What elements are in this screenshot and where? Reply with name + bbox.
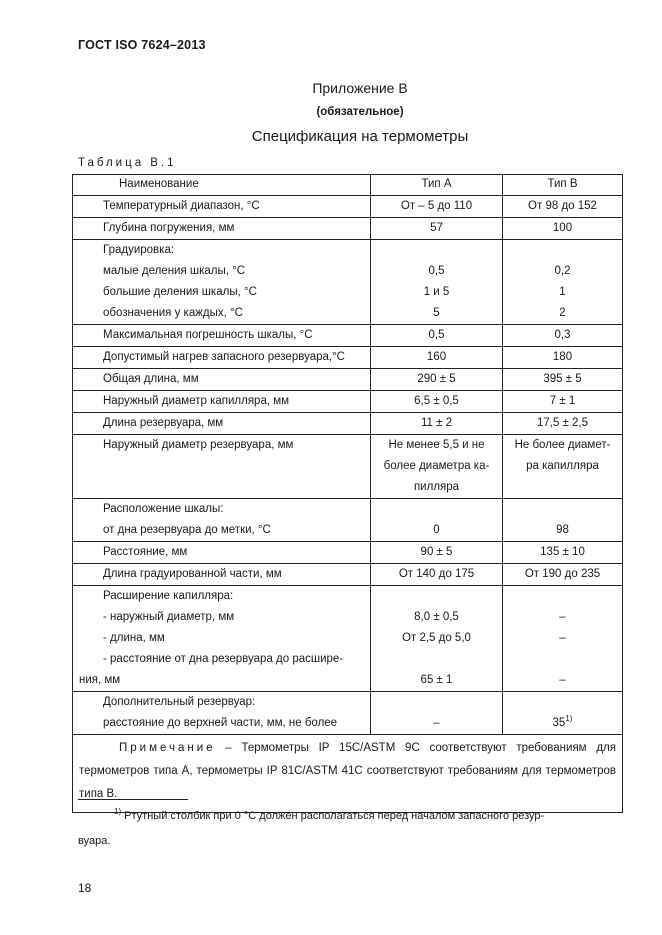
- param-line: Расширение капилляра:: [103, 590, 234, 602]
- param-cell: [73, 586, 371, 692]
- type-a-value: пилляра: [413, 481, 460, 493]
- param-cell: [73, 564, 371, 586]
- note-label: Примечание: [119, 742, 216, 754]
- type-a-value: 160: [426, 351, 447, 363]
- type-b-value: 180: [552, 351, 573, 363]
- param-line: Допустимый нагрев запасного резервуара,°С: [103, 351, 345, 363]
- type-a-cell: [371, 499, 503, 542]
- type-b-cell: [503, 391, 623, 413]
- param-cell: [73, 499, 371, 542]
- param-line: Дополнительный резервуар:: [103, 696, 256, 708]
- type-a-value: 90 ± 5: [420, 546, 453, 558]
- type-b-value: –: [559, 611, 566, 623]
- type-b-cell: [503, 435, 623, 499]
- type-b-value: 1: [559, 286, 566, 298]
- type-b-value: От 190 до 235: [524, 568, 601, 580]
- specification-table: [72, 174, 623, 813]
- type-a-cell: [371, 435, 503, 499]
- type-b-value: Не более диамет-: [514, 439, 611, 451]
- type-b-value: 395 ± 5: [543, 373, 582, 385]
- type-a-cell: [371, 347, 503, 369]
- document-header: ГОСТ ISO 7624–2013: [78, 38, 206, 52]
- table-row: [73, 542, 623, 564]
- table-row: [73, 413, 623, 435]
- type-a-value: 0: [433, 524, 440, 536]
- specification-table-container: [72, 174, 622, 813]
- type-a-value: 0,5: [428, 329, 445, 341]
- type-b-value: 0,3: [554, 329, 571, 341]
- appendix-subtitle: (обязательное): [316, 106, 404, 118]
- type-b-cell: [503, 564, 623, 586]
- type-a-cell: [371, 586, 503, 692]
- type-b-cell: [503, 499, 623, 542]
- type-b-value: ра капилляра: [526, 460, 599, 472]
- footnote: [78, 804, 608, 854]
- param-line: большие деления шкалы, °С: [103, 286, 257, 298]
- param-cell: [73, 325, 371, 347]
- type-b-value: 98: [556, 524, 569, 536]
- type-a-value: 0,5: [428, 265, 445, 277]
- type-a-value: более диаметра ка-: [383, 460, 490, 472]
- type-a-cell: [371, 692, 503, 735]
- param-cell: [73, 369, 371, 391]
- type-b-cell: [503, 240, 623, 325]
- type-b-cell: [503, 347, 623, 369]
- param-cell: [73, 347, 371, 369]
- table-row: [73, 499, 623, 542]
- type-a-value: 65 ± 1: [420, 674, 453, 686]
- type-b-value: 135 ± 10: [540, 546, 585, 558]
- type-a-value: От 2,5 до 5,0: [402, 632, 471, 644]
- type-a-value: 5: [433, 307, 440, 319]
- param-cell: [73, 196, 371, 218]
- type-b-value: –: [559, 632, 566, 644]
- table-row: [73, 692, 623, 735]
- type-a-value: 11 ± 2: [420, 417, 453, 429]
- type-b-value: 2: [559, 307, 566, 319]
- specification-title: Спецификация на термометры: [251, 128, 469, 145]
- type-b-value: 0,2: [554, 265, 571, 277]
- table-row: [73, 347, 623, 369]
- footnote-line-2: вуара.: [78, 835, 111, 847]
- table-row: [73, 435, 623, 499]
- param-line: - расстояние от дна резервуара до расшире-: [103, 653, 344, 665]
- param-line: Расстояние, мм: [103, 546, 188, 558]
- type-a-value: 57: [430, 222, 443, 234]
- note-text: – Термометры IP 15C/ASTM 9C соответствуют требованиям для термометров типа А, термометры IP 81C/ASTM 41C соответствуют требованиям для термометров типа В.: [79, 742, 616, 800]
- table-row: [73, 369, 623, 391]
- table-row: [73, 218, 623, 240]
- param-line: обозначения у каждых, °С: [103, 307, 243, 319]
- type-b-value: 7 ± 1: [549, 395, 576, 407]
- param-line: Температурный диапазон, °С: [103, 200, 260, 212]
- table-row: [73, 325, 623, 347]
- param-line: Расположение шкалы:: [103, 503, 224, 515]
- table-note: [73, 735, 623, 813]
- param-line: от дна резервуара до метки, °С: [103, 524, 271, 536]
- param-cell: [73, 542, 371, 564]
- appendix-title: Приложение В: [312, 80, 408, 96]
- header-type-b: Тип В: [503, 175, 623, 196]
- param-cell: [73, 240, 371, 325]
- param-line: малые деления шкалы, °С: [103, 265, 246, 277]
- table-row: [73, 586, 623, 692]
- param-line: - наружный диаметр, мм: [103, 611, 235, 623]
- type-a-cell: [371, 542, 503, 564]
- table-row: [73, 391, 623, 413]
- type-b-cell: [503, 413, 623, 435]
- header-type-a: Тип А: [371, 175, 503, 196]
- type-b-value: От 98 до 152: [528, 200, 597, 212]
- param-line: Наружный диаметр резервуара, мм: [103, 439, 294, 451]
- footnote-reference: 1): [565, 714, 573, 723]
- type-a-cell: [371, 196, 503, 218]
- param-line: Глубина погружения, мм: [103, 222, 235, 234]
- type-a-value: 8,0 ± 0,5: [414, 611, 459, 623]
- footnote-line-1: Ртутный столбик при 0 °С должен располагаться перед началом запасного резур-: [121, 810, 545, 822]
- param-cell: [73, 692, 371, 735]
- param-line: Максимальная погрешность шкалы, °С: [103, 329, 313, 341]
- param-line: - длина, мм: [103, 632, 165, 644]
- type-b-value: 35: [552, 717, 566, 729]
- footnote-marker: 1): [114, 807, 122, 816]
- type-a-value: От – 5 до 110: [400, 200, 473, 212]
- param-line: Длина резервуара, мм: [103, 417, 224, 429]
- param-cell: [73, 218, 371, 240]
- type-a-cell: [371, 325, 503, 347]
- table-row: [73, 196, 623, 218]
- param-line: Общая длина, мм: [103, 373, 199, 385]
- type-a-cell: [371, 240, 503, 325]
- type-a-cell: [371, 564, 503, 586]
- param-line: Наружный диаметр капилляра, мм: [103, 395, 290, 407]
- param-line: Градуировка:: [103, 244, 175, 256]
- param-line: Длина градуированной части, мм: [103, 568, 282, 580]
- param-line: расстояние до верхней части, мм, не более: [103, 717, 338, 729]
- table-row: [73, 240, 623, 325]
- type-b-cell: [503, 218, 623, 240]
- param-cell: [73, 391, 371, 413]
- type-b-cell: [503, 586, 623, 692]
- header-name: Наименование: [73, 175, 371, 196]
- page-number: 18: [78, 881, 92, 895]
- type-b-cell: [503, 369, 623, 391]
- type-b-cell: [503, 325, 623, 347]
- type-a-value: 1 и 5: [423, 286, 450, 298]
- type-a-cell: [371, 391, 503, 413]
- type-b-cell: [503, 692, 623, 735]
- type-b-cell: [503, 196, 623, 218]
- table-header-row: [73, 175, 623, 196]
- footnote-separator: [78, 799, 188, 800]
- type-a-cell: [371, 218, 503, 240]
- type-b-value: –: [559, 674, 566, 686]
- param-cell: [73, 435, 371, 499]
- type-b-cell: [503, 542, 623, 564]
- type-a-value: От 140 до 175: [398, 568, 475, 580]
- type-b-value: 17,5 ± 2,5: [536, 417, 589, 429]
- param-line: ния, мм: [79, 674, 121, 686]
- table-label: Таблица В.1: [78, 157, 177, 169]
- type-a-value: Не менее 5,5 и не: [388, 439, 485, 451]
- type-a-value: 6,5 ± 0,5: [414, 395, 459, 407]
- type-a-value: –: [433, 717, 440, 729]
- type-a-value: 290 ± 5: [417, 373, 456, 385]
- param-cell: [73, 413, 371, 435]
- table-row: [73, 564, 623, 586]
- type-a-cell: [371, 369, 503, 391]
- table-note-row: [73, 735, 623, 813]
- type-b-value: 100: [552, 222, 573, 234]
- type-a-cell: [371, 413, 503, 435]
- table-body: [73, 196, 623, 735]
